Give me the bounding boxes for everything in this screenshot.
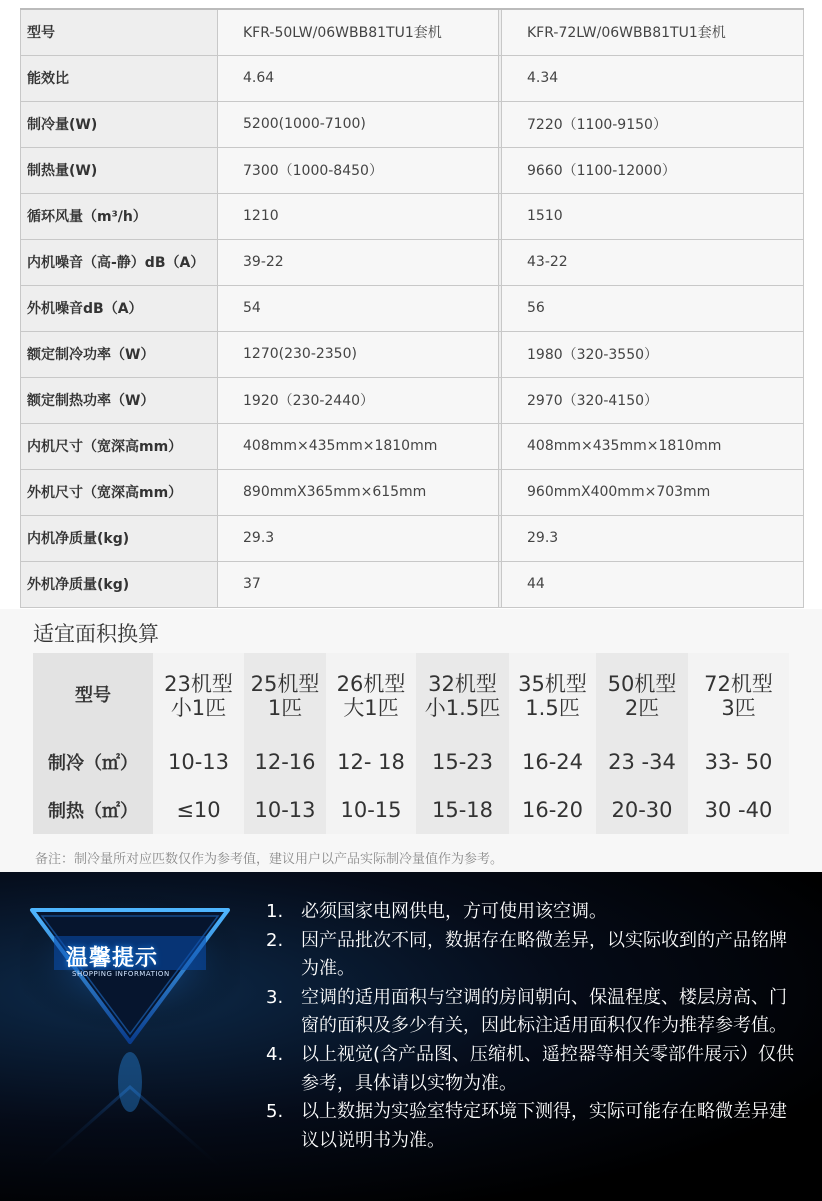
area-cell: 12- 18: [326, 738, 416, 786]
spec-value-72: KFR-72LW/06WBB81TU1套机: [502, 9, 804, 55]
model-code: 72机型: [704, 671, 773, 696]
model-code: 35机型: [518, 671, 587, 696]
model-hp: 大1匹: [343, 695, 399, 720]
area-model-header: [244, 653, 326, 738]
spec-row-airflow: [21, 193, 804, 239]
spec-value-72: 4.34: [502, 55, 804, 101]
tips-item-number: 3.: [266, 986, 284, 1008]
spec-label: 额定制冷功率（W）: [21, 331, 218, 377]
spec-label: 能效比: [21, 55, 218, 101]
spec-value-50: 408mm×435mm×1810mm: [218, 423, 499, 469]
spec-value-72: 960mmX400mm×703mm: [502, 469, 804, 515]
spec-row-eer: [21, 55, 804, 101]
area-model-header: [596, 653, 688, 738]
model-hp: 小1匹: [170, 695, 227, 720]
model-code: 32机型: [428, 671, 497, 696]
spec-row-outdoor-noise: [21, 285, 804, 331]
spec-label: 内机尺寸（宽深高mm）: [21, 423, 218, 469]
tips-badge-subtitle: SHOPPING INFORMATION: [72, 970, 170, 978]
spec-row-model: [21, 9, 804, 55]
area-model-header: [509, 653, 596, 738]
spec-row-heating-power: [21, 377, 804, 423]
spec-label: 额定制热功率（W）: [21, 377, 218, 423]
area-cell: 20-30: [596, 786, 688, 834]
spec-value-50: 1270(230-2350): [218, 331, 499, 377]
model-hp: 2匹: [624, 695, 660, 720]
area-cell: 33- 50: [688, 738, 789, 786]
area-cell: 16-20: [509, 786, 596, 834]
area-row-cooling: [33, 738, 789, 786]
spec-label: 内机净质量(kg): [21, 515, 218, 561]
spec-label: 循环风量（m³/h）: [21, 193, 218, 239]
tips-item-text: 空调的适用面积与空调的房间朝向、保温程度、楼层房高、门窗的面积及多少有关，因此标注适用面积仅作为推荐参考值。: [301, 986, 787, 1037]
spec-value-50: 37: [218, 561, 499, 607]
spec-value-50: 29.3: [218, 515, 499, 561]
tips-item-number: 5.: [266, 1101, 284, 1123]
spec-value-72: 1510: [502, 193, 804, 239]
spec-row-indoor-size: [21, 423, 804, 469]
spec-value-72: 29.3: [502, 515, 804, 561]
area-cell: 10-13: [244, 786, 326, 834]
spec-label: 制热量(W): [21, 147, 218, 193]
area-cell: 16-24: [509, 738, 596, 786]
tips-item-text: 以上视觉(含产品图、压缩机、遥控器等相关零部件展示）仅供参考，具体请以实物为准。: [301, 1043, 795, 1094]
area-model-header: [688, 653, 789, 738]
spec-table: [20, 8, 804, 608]
spec-value-50: 5200(1000-7100): [218, 101, 499, 147]
model-code: 23机型: [164, 671, 233, 696]
spec-label: 外机尺寸（宽深高mm）: [21, 469, 218, 515]
spec-value-50: 39-22: [218, 239, 499, 285]
spec-value-50: 890mmX365mm×615mm: [218, 469, 499, 515]
spec-value-50: KFR-50LW/06WBB81TU1套机: [218, 9, 499, 55]
spec-value-50: 1210: [218, 193, 499, 239]
tips-item: [262, 927, 802, 984]
spec-value-50: 7300（1000-8450）: [218, 147, 499, 193]
area-model-header: [326, 653, 416, 738]
spec-value-72: 2970（320-4150）: [502, 377, 804, 423]
area-corner-label: 型号: [33, 653, 153, 738]
spec-label: 型号: [21, 9, 218, 55]
spec-row-heating-capacity: [21, 147, 804, 193]
spec-table-body: [21, 9, 804, 607]
spec-row-indoor-weight: [21, 515, 804, 561]
area-cell: 30 -40: [688, 786, 789, 834]
spec-value-50: 54: [218, 285, 499, 331]
tips-item-number: 1.: [266, 901, 284, 922]
model-hp: 小1.5匹: [424, 695, 501, 720]
area-model-header: [416, 653, 509, 738]
area-model-header: [153, 653, 244, 738]
area-header-row: [33, 653, 789, 738]
tips-item: [262, 1098, 802, 1155]
area-cell: 10-13: [153, 738, 244, 786]
tips-item: [262, 1041, 802, 1098]
tips-item-text: 以上数据为实验室特定环境下测得，实际可能存在略微差异建议以说明书为准。: [301, 1101, 787, 1151]
tips-item: [262, 898, 802, 927]
tips-item-text: 必须国家电网供电，方可使用该空调。: [301, 901, 607, 922]
tips-badge-title: 温馨提示: [66, 946, 159, 971]
spec-row-cooling-capacity: [21, 101, 804, 147]
spec-row-outdoor-size: [21, 469, 804, 515]
tips-list: [262, 898, 802, 1155]
area-cell: 15-23: [416, 738, 509, 786]
spec-label: 外机净质量(kg): [21, 561, 218, 607]
model-hp: 3匹: [721, 695, 756, 720]
spec-value-50: 1920（230-2440）: [218, 377, 499, 423]
spec-label: 制冷量(W): [21, 101, 218, 147]
tips-item-text: 因产品批次不同，数据存在略微差异，以实际收到的产品铭牌为准。: [301, 929, 787, 980]
spec-value-72: 408mm×435mm×1810mm: [502, 423, 804, 469]
spec-value-72: 9660（1100-12000）: [502, 147, 804, 193]
spec-value-72: 56: [502, 285, 804, 331]
area-row-heating: [33, 786, 789, 834]
spec-label: 外机噪音dB（A）: [21, 285, 218, 331]
tips-item-number: 2.: [266, 929, 284, 951]
model-code: 25机型: [250, 671, 320, 696]
model-code: 50机型: [607, 671, 677, 696]
model-hp: 1.5匹: [525, 695, 580, 720]
tips-item: [262, 984, 802, 1041]
area-conversion-section: [0, 609, 822, 872]
spec-row-outdoor-weight: [21, 561, 804, 607]
spec-label: 内机噪音（高-静）dB（A）: [21, 239, 218, 285]
spec-row-cooling-power: [21, 331, 804, 377]
glowing-triangle-icon: [20, 892, 240, 1192]
spec-value-50: 4.64: [218, 55, 499, 101]
area-cell: 10-15: [326, 786, 416, 834]
spec-value-72: 1980（320-3550）: [502, 331, 804, 377]
area-row-label: 制冷（㎡）: [33, 738, 153, 786]
area-cell: 15-18: [416, 786, 509, 834]
tips-item-number: 4.: [266, 1043, 284, 1065]
spec-row-indoor-noise: [21, 239, 804, 285]
area-cell: 12-16: [244, 738, 326, 786]
area-row-label: 制热（㎡）: [33, 786, 153, 834]
model-hp: 1匹: [267, 695, 303, 720]
area-cell: ≤10: [153, 786, 244, 834]
area-section-title: 适宜面积换算: [33, 622, 159, 646]
area-cell: 23 -34: [596, 738, 688, 786]
spec-value-72: 43-22: [502, 239, 804, 285]
model-code: 26机型: [336, 671, 406, 696]
tips-section: [0, 872, 822, 1201]
spec-value-72: 7220（1100-9150）: [502, 101, 804, 147]
area-footnote: 备注：制冷量所对应匹数仅作为参考值，建议用户以产品实际制冷量值作为参考。: [35, 852, 504, 867]
spec-value-72: 44: [502, 561, 804, 607]
area-conversion-table: [33, 653, 789, 834]
